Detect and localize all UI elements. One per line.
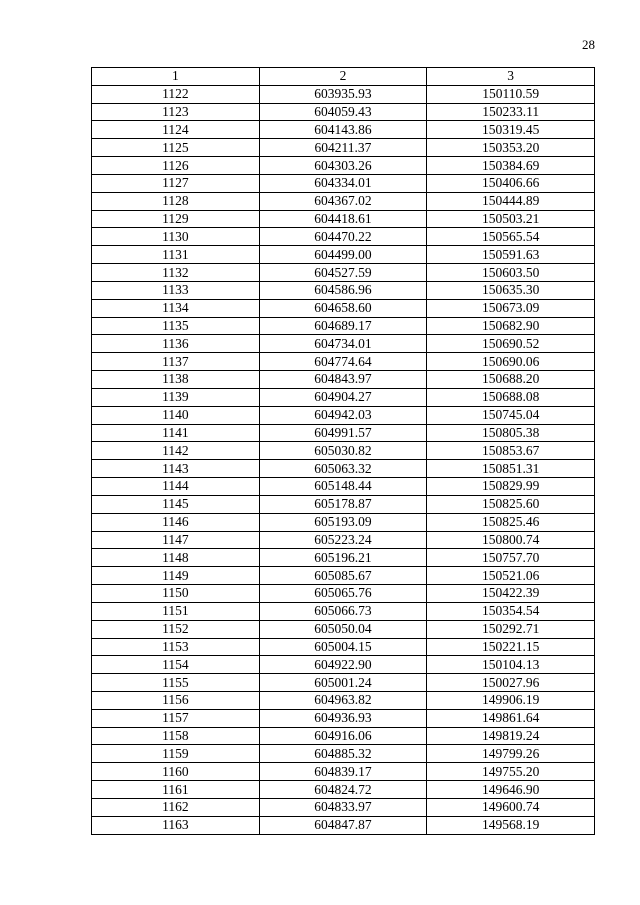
table-row [92,424,595,442]
coordinate-y-cell: 150406.66 [427,174,595,192]
point-number-cell: 1152 [92,620,260,638]
point-number-cell: 1129 [92,210,260,228]
coordinate-x-cell: 605063.32 [259,460,427,478]
coordinate-y-cell: 150521.06 [427,567,595,585]
column-header-1: 1 [92,68,260,86]
table-row [92,335,595,353]
coordinate-y-cell: 150757.70 [427,549,595,567]
point-number-cell: 1136 [92,335,260,353]
point-number-cell: 1163 [92,816,260,834]
table-row [92,478,595,496]
table-row [92,442,595,460]
coordinate-y-cell: 150805.38 [427,424,595,442]
point-number-cell: 1140 [92,406,260,424]
point-number-cell: 1157 [92,709,260,727]
coordinate-x-cell: 604418.61 [259,210,427,228]
table-row [92,103,595,121]
coordinate-y-cell: 150503.21 [427,210,595,228]
table-row [92,709,595,727]
point-number-cell: 1150 [92,585,260,603]
column-header-3: 3 [427,68,595,86]
point-number-cell: 1130 [92,228,260,246]
coordinate-x-cell: 605066.73 [259,602,427,620]
table-row [92,460,595,478]
coordinate-y-cell: 150745.04 [427,406,595,424]
coordinate-x-cell: 604527.59 [259,264,427,282]
coordinate-y-cell: 150292.71 [427,620,595,638]
coordinate-x-cell: 603935.93 [259,85,427,103]
coordinate-y-cell: 150319.45 [427,121,595,139]
coordinate-y-cell: 150353.20 [427,139,595,157]
table-row [92,549,595,567]
table-row [92,745,595,763]
coordinate-y-cell: 150591.63 [427,246,595,264]
point-number-cell: 1162 [92,798,260,816]
table-row [92,531,595,549]
point-number-cell: 1144 [92,478,260,496]
coordinate-x-cell: 604824.72 [259,781,427,799]
coordinate-x-cell: 604936.93 [259,709,427,727]
table-row [92,210,595,228]
coordinate-x-cell: 605030.82 [259,442,427,460]
point-number-cell: 1138 [92,371,260,389]
table-row [92,388,595,406]
point-number-cell: 1139 [92,388,260,406]
table-row [92,602,595,620]
table-row [92,353,595,371]
coordinate-x-cell: 605085.67 [259,567,427,585]
point-number-cell: 1160 [92,763,260,781]
table-row [92,281,595,299]
coordinate-x-cell: 604059.43 [259,103,427,121]
coordinate-y-cell: 150104.13 [427,656,595,674]
table-row [92,674,595,692]
coordinate-x-cell: 604586.96 [259,281,427,299]
table-body [92,85,595,834]
point-number-cell: 1146 [92,513,260,531]
point-number-cell: 1123 [92,103,260,121]
point-number-cell: 1155 [92,674,260,692]
point-number-cell: 1141 [92,424,260,442]
point-number-cell: 1132 [92,264,260,282]
coordinate-y-cell: 150603.50 [427,264,595,282]
coordinate-x-cell: 604885.32 [259,745,427,763]
coordinate-x-cell: 604689.17 [259,317,427,335]
coordinate-x-cell: 604367.02 [259,192,427,210]
table-row [92,139,595,157]
coordinate-x-cell: 604499.00 [259,246,427,264]
coordinate-x-cell: 604991.57 [259,424,427,442]
table-row [92,816,595,834]
coordinate-x-cell: 604658.60 [259,299,427,317]
point-number-cell: 1143 [92,460,260,478]
coordinate-y-cell: 149568.19 [427,816,595,834]
point-number-cell: 1124 [92,121,260,139]
coordinate-x-cell: 604211.37 [259,139,427,157]
coordinate-y-cell: 149799.26 [427,745,595,763]
table-row [92,691,595,709]
table-row [92,585,595,603]
coordinate-x-cell: 605065.76 [259,585,427,603]
page-number: 28 [582,37,595,52]
point-number-cell: 1125 [92,139,260,157]
coordinate-x-cell: 604470.22 [259,228,427,246]
coordinate-y-cell: 149600.74 [427,798,595,816]
coordinate-x-cell: 605223.24 [259,531,427,549]
coordinate-y-cell: 150233.11 [427,103,595,121]
table-row [92,495,595,513]
coordinate-y-cell: 150422.39 [427,585,595,603]
coordinate-y-cell: 150682.90 [427,317,595,335]
point-number-cell: 1145 [92,495,260,513]
point-number-cell: 1151 [92,602,260,620]
coordinate-x-cell: 605193.09 [259,513,427,531]
point-number-cell: 1126 [92,157,260,175]
coordinate-y-cell: 150027.96 [427,674,595,692]
coordinate-y-cell: 149861.64 [427,709,595,727]
table-row [92,299,595,317]
table-row [92,763,595,781]
point-number-cell: 1142 [92,442,260,460]
table-row [92,638,595,656]
coordinate-x-cell: 604916.06 [259,727,427,745]
coordinate-y-cell: 149906.19 [427,691,595,709]
point-number-cell: 1147 [92,531,260,549]
point-number-cell: 1128 [92,192,260,210]
point-number-cell: 1159 [92,745,260,763]
table-row [92,121,595,139]
coordinate-x-cell: 605004.15 [259,638,427,656]
point-number-cell: 1122 [92,85,260,103]
point-number-cell: 1156 [92,691,260,709]
coordinate-y-cell: 150384.69 [427,157,595,175]
coordinate-x-cell: 604847.87 [259,816,427,834]
coordinate-x-cell: 604734.01 [259,335,427,353]
coordinate-y-cell: 150673.09 [427,299,595,317]
coordinate-y-cell: 150690.52 [427,335,595,353]
point-number-cell: 1135 [92,317,260,335]
coordinate-y-cell: 150635.30 [427,281,595,299]
point-number-cell: 1161 [92,781,260,799]
table-row [92,317,595,335]
coordinate-x-cell: 604839.17 [259,763,427,781]
coordinate-y-cell: 150221.15 [427,638,595,656]
coordinate-y-cell: 150800.74 [427,531,595,549]
coordinate-y-cell: 149819.24 [427,727,595,745]
coordinate-y-cell: 150688.08 [427,388,595,406]
coordinate-x-cell: 604904.27 [259,388,427,406]
point-number-cell: 1127 [92,174,260,192]
coordinate-x-cell: 604922.90 [259,656,427,674]
coordinate-y-cell: 150565.54 [427,228,595,246]
coordinate-y-cell: 150851.31 [427,460,595,478]
column-header-2: 2 [259,68,427,86]
table-row [92,781,595,799]
coordinate-y-cell: 150825.60 [427,495,595,513]
coordinate-x-cell: 605196.21 [259,549,427,567]
coordinate-y-cell: 150690.06 [427,353,595,371]
point-number-cell: 1153 [92,638,260,656]
header-row [92,68,595,86]
table-row [92,264,595,282]
table-row [92,620,595,638]
coordinate-y-cell: 149755.20 [427,763,595,781]
table-row [92,656,595,674]
coordinate-y-cell: 149646.90 [427,781,595,799]
table-header [92,68,595,86]
table-row [92,567,595,585]
coordinate-x-cell: 604143.86 [259,121,427,139]
coordinate-x-cell: 605148.44 [259,478,427,496]
table-row [92,85,595,103]
table-row [92,798,595,816]
coordinate-x-cell: 604303.26 [259,157,427,175]
coordinate-x-cell: 605178.87 [259,495,427,513]
coordinate-y-cell: 150110.59 [427,85,595,103]
coordinate-y-cell: 150829.99 [427,478,595,496]
coordinate-y-cell: 150444.89 [427,192,595,210]
coordinate-y-cell: 150825.46 [427,513,595,531]
coordinate-y-cell: 150688.20 [427,371,595,389]
coordinate-y-cell: 150354.54 [427,602,595,620]
point-number-cell: 1154 [92,656,260,674]
table-row [92,228,595,246]
coordinate-y-cell: 150853.67 [427,442,595,460]
point-number-cell: 1158 [92,727,260,745]
point-number-cell: 1131 [92,246,260,264]
coordinate-x-cell: 604774.64 [259,353,427,371]
table-row [92,174,595,192]
point-number-cell: 1137 [92,353,260,371]
coordinate-x-cell: 605050.04 [259,620,427,638]
coordinate-x-cell: 605001.24 [259,674,427,692]
table-row [92,406,595,424]
table-row [92,246,595,264]
coordinate-x-cell: 604942.03 [259,406,427,424]
point-number-cell: 1148 [92,549,260,567]
coordinate-x-cell: 604334.01 [259,174,427,192]
coordinate-x-cell: 604963.82 [259,691,427,709]
point-number-cell: 1134 [92,299,260,317]
table-row [92,157,595,175]
coordinates-table [91,67,595,835]
coordinate-x-cell: 604843.97 [259,371,427,389]
table-row [92,513,595,531]
table-row [92,371,595,389]
table-row [92,727,595,745]
table-row [92,192,595,210]
point-number-cell: 1133 [92,281,260,299]
coordinate-x-cell: 604833.97 [259,798,427,816]
point-number-cell: 1149 [92,567,260,585]
